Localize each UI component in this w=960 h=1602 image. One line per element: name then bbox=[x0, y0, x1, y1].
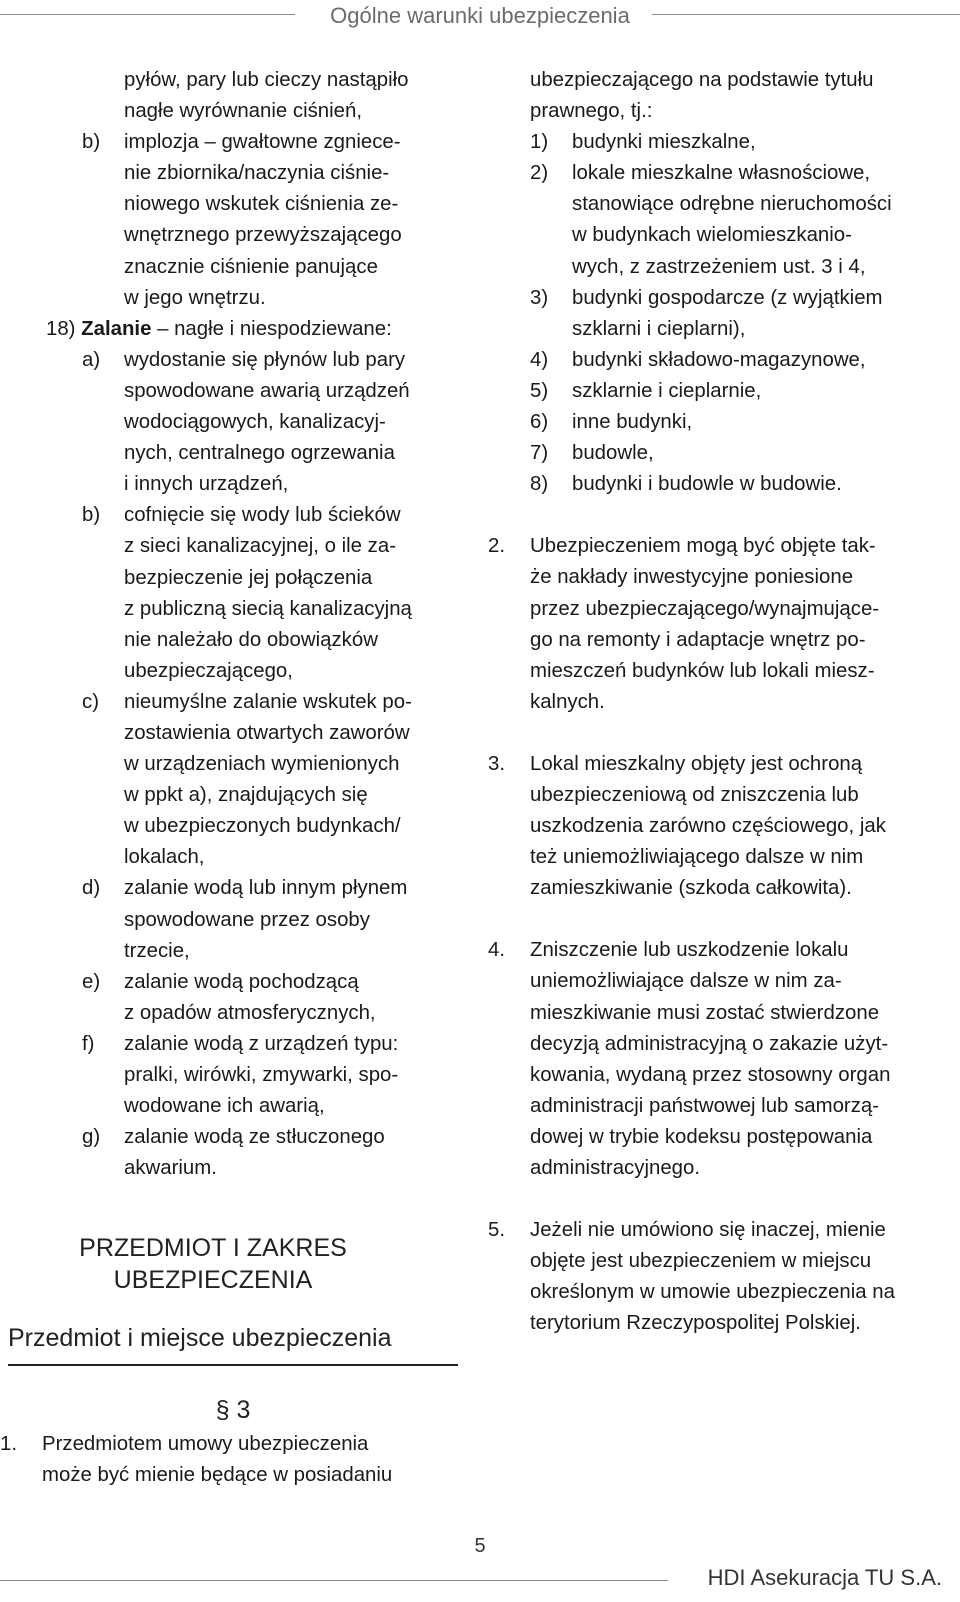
list-marker: b) bbox=[82, 131, 101, 154]
text-line: wych, z zastrzeżeniem ust. 3 i 4, bbox=[572, 255, 866, 278]
text-line: go na remonty i adaptacje wnętrz po- bbox=[530, 628, 866, 651]
list-item: 6) inne budynki, bbox=[530, 407, 948, 438]
list-marker: c) bbox=[82, 690, 99, 713]
list-marker: 4. bbox=[488, 939, 506, 962]
text-line: też uniemożliwiającego dalsze w nim bbox=[530, 846, 864, 869]
list-item: 2) lokale mieszkalne własnościowe, bbox=[530, 158, 948, 189]
text-line: spowodowane awarią urządzeń bbox=[124, 379, 410, 402]
text-line: nagłe wyrównanie ciśnień, bbox=[124, 100, 363, 123]
text-line: określonym w umowie ubezpieczenia na bbox=[530, 1281, 895, 1304]
text-line: znacznie ciśnienie panujące bbox=[124, 255, 378, 278]
list-item: b) implozja – gwałtowne zgniece- bbox=[82, 127, 462, 158]
header-rule-right bbox=[652, 14, 960, 15]
text-line: administracji państwowej lub samorzą- bbox=[530, 1094, 880, 1117]
text-line: i innych urządzeń, bbox=[124, 473, 289, 496]
list-marker: d) bbox=[82, 877, 101, 900]
list-item: 4) budynki składowo-magazynowe, bbox=[530, 345, 948, 376]
text-line: zostawienia otwartych zaworów bbox=[124, 721, 410, 744]
list-marker: a) bbox=[82, 348, 101, 371]
text-line: że nakłady inwestycyjne poniesione bbox=[530, 566, 854, 589]
left-column bbox=[46, 65, 462, 1184]
text-line: nie zbiornika/naczynia ciśnie- bbox=[124, 162, 390, 185]
numbered-point: 4. Zniszczenie lub uszkodzenie lokalu bbox=[488, 935, 948, 966]
text-line: trzecie, bbox=[124, 939, 190, 962]
footer-rule bbox=[0, 1580, 668, 1581]
text-line: pralki, wirówki, zmywarki, spo- bbox=[124, 1064, 399, 1086]
text-line: szklarni i cieplarni), bbox=[572, 317, 746, 340]
text-line: mieszkiwanie musi zostać stwierdzone bbox=[530, 1001, 880, 1024]
text-line: w ubezpieczonych budynkach/ bbox=[124, 815, 401, 838]
list-item: 7) budowle, bbox=[530, 438, 948, 469]
numbered-point: 2. Ubezpieczeniem mogą być objęte tak- bbox=[488, 531, 948, 562]
list-marker: 4) bbox=[530, 348, 549, 371]
list-marker: f) bbox=[82, 1032, 95, 1055]
point-1: 1. Przedmiotem umowy ubezpieczenia może być mienie będące w posiadaniu bbox=[0, 1429, 460, 1491]
text-line: nych, centralnego ogrzewania bbox=[124, 442, 395, 465]
text-line: niowego wskutek ciśnienia ze- bbox=[124, 193, 399, 216]
text-line: wodowane ich awarią, bbox=[124, 1095, 325, 1118]
text-line: w urządzeniach wymienionych bbox=[124, 753, 400, 776]
page-number: 5 bbox=[474, 1535, 486, 1557]
subsection-heading: Przedmiot i miejsce ubezpieczenia bbox=[8, 1324, 392, 1352]
right-column bbox=[488, 65, 948, 1339]
text-line: nie należało do obowiązków bbox=[124, 628, 378, 651]
section-heading: UBEZPIECZENIA bbox=[113, 1266, 313, 1294]
text-line: w ppkt a), znajdujących się bbox=[124, 784, 368, 807]
text-line: wodociągowych, kanalizacyj- bbox=[124, 411, 386, 434]
text-line: dowej w trybie kodeksu postępowania bbox=[530, 1125, 873, 1148]
list-item: f) zalanie wodą z urządzeń typu: bbox=[82, 1029, 462, 1060]
list-marker: e) bbox=[82, 970, 101, 993]
text-line: może być mienie będące w posiadaniu bbox=[42, 1464, 393, 1487]
text-line: ubezpieczającego, bbox=[124, 659, 293, 682]
header-rule-left bbox=[0, 14, 295, 15]
text-line: bezpieczenie jej połączenia bbox=[124, 566, 373, 589]
list-item: 5) szklarnie i cieplarnie, bbox=[530, 376, 948, 407]
text-line: terytorium Rzeczypospolitej Polskiej. bbox=[530, 1312, 861, 1335]
list-marker: g) bbox=[82, 1126, 101, 1149]
text-line: stanowiące odrębne nieruchomości bbox=[572, 193, 892, 216]
sublist bbox=[488, 127, 948, 500]
list-marker: 5. bbox=[488, 1219, 506, 1242]
section-18-title: Zalanie bbox=[81, 317, 152, 340]
text-line: ubezpieczającego na podstawie tytułu bbox=[530, 69, 874, 91]
page-header-title: Ogólne warunki ubezpieczenia bbox=[330, 3, 630, 28]
text-line: w jego wnętrzu. bbox=[124, 286, 266, 309]
text-line: ubezpieczeniową od zniszczenia lub bbox=[530, 783, 859, 806]
text-line: objęte jest ubezpieczeniem w miejscu bbox=[530, 1250, 872, 1273]
text-line: uniemożliwiające dalsze w nim za- bbox=[530, 970, 842, 993]
text-line: akwarium. bbox=[124, 1157, 217, 1180]
text-line: zamieszkiwanie (szkoda całkowita). bbox=[530, 877, 852, 900]
list-marker: 1. bbox=[0, 1433, 18, 1455]
list-marker: 2. bbox=[488, 535, 506, 558]
list-marker: 8) bbox=[530, 473, 549, 496]
paragraph-number: § 3 bbox=[215, 1396, 251, 1424]
list-item: e) zalanie wodą pochodzącą bbox=[82, 967, 462, 998]
text-line: przez ubezpieczającego/wynajmujące- bbox=[530, 597, 880, 620]
list-item: d) zalanie wodą lub innym płynem bbox=[82, 873, 462, 904]
list-item: 1) budynki mieszkalne, bbox=[530, 127, 948, 158]
text-line: pyłów, pary lub cieczy nastąpiło bbox=[124, 69, 409, 91]
list-marker: b) bbox=[82, 504, 101, 527]
list-item: g) zalanie wodą ze stłuczonego bbox=[82, 1122, 462, 1153]
numbered-point: 3. Lokal mieszkalny objęty jest ochroną bbox=[488, 749, 948, 780]
text-line: z sieci kanalizacyjnej, o ile za- bbox=[124, 535, 396, 558]
list-marker: 3. bbox=[488, 752, 506, 775]
section-heading-block bbox=[8, 1232, 458, 1426]
text-line: administracyjnego. bbox=[530, 1157, 701, 1179]
text-line: lokalach, bbox=[124, 846, 205, 869]
text-line: wnętrznego przewyższającego bbox=[124, 224, 402, 247]
text-line: decyzją administracyjną o zakazie użyt- bbox=[530, 1032, 889, 1055]
list-marker: 7) bbox=[530, 442, 549, 465]
text-line: prawnego, tj.: bbox=[530, 100, 653, 123]
list-marker: 2) bbox=[530, 162, 549, 185]
text-line: w budynkach wielomieszkanio- bbox=[572, 224, 852, 247]
text-line: uszkodzenia zarówno częściowego, jak bbox=[530, 815, 886, 838]
list-marker: 3) bbox=[530, 286, 549, 309]
list-item: a) wydostanie się płynów lub pary bbox=[82, 345, 462, 376]
list-marker: 1) bbox=[530, 131, 549, 154]
text-line: kowania, wydaną przez stosowny organ bbox=[530, 1063, 891, 1086]
list-item: b) cofnięcie się wody lub ścieków bbox=[82, 500, 462, 531]
text-line: z opadów atmosferycznych, bbox=[124, 1001, 376, 1024]
text-line: z publiczną siecią kanalizacyjną bbox=[124, 597, 412, 620]
section-18-heading: 18) Zalanie – nagłe i niespodziewane: bbox=[46, 317, 392, 340]
list-item: 8) budynki i budowle w budowie. bbox=[530, 469, 948, 500]
section-heading: PRZEDMIOT I ZAKRES bbox=[79, 1234, 347, 1262]
text-line: mieszczeń budynków lub lokali miesz- bbox=[530, 659, 875, 682]
list-marker: 5) bbox=[530, 379, 549, 402]
text-line: spowodowane przez osoby bbox=[124, 908, 370, 931]
footer-company-name: HDI Asekuracja TU S.A. bbox=[707, 1565, 942, 1590]
list-item: 3) budynki gospodarcze (z wyjątkiem bbox=[530, 283, 948, 314]
text-line: kalnych. bbox=[530, 690, 605, 713]
list-marker: 6) bbox=[530, 411, 549, 434]
list-item: c) nieumyślne zalanie wskutek po- bbox=[82, 687, 462, 718]
numbered-point: 5. Jeżeli nie umówiono się inaczej, mienie bbox=[488, 1215, 948, 1246]
